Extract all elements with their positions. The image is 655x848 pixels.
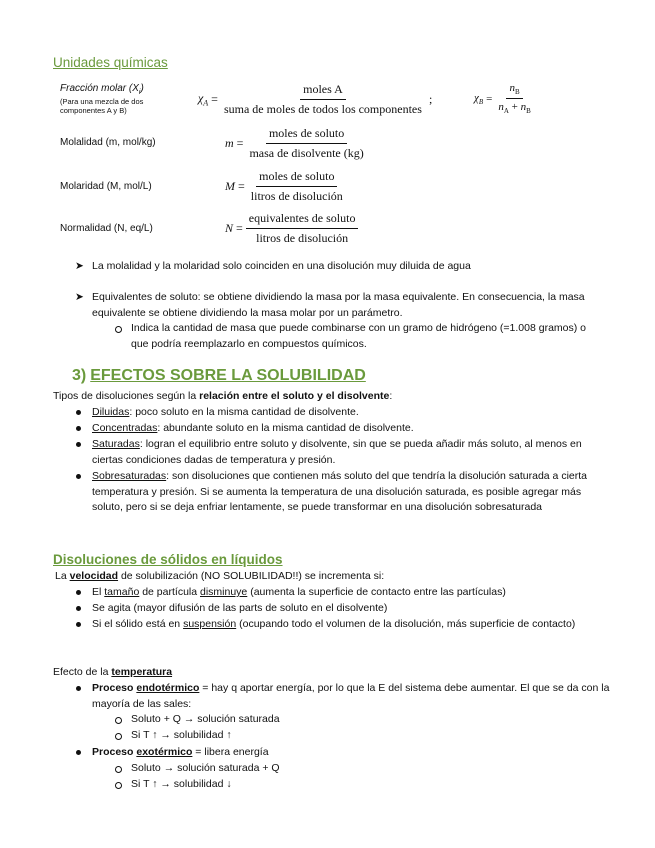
item-exothermic: Proceso exotérmico = libera energía	[92, 746, 269, 758]
exo-sub-1: Soluto → solución saturada + Q	[131, 762, 280, 774]
bullet-icon	[76, 606, 81, 611]
exo-sub-2: Si T ↑ → solubilidad ↓	[131, 778, 232, 790]
note-equivalents: Equivalentes de soluto: se obtiene dividiendo la masa por la masa equivalente. En consecuencia, la masa equivalente se obtiene dividiendo la masa molar por un parámetro.	[92, 291, 585, 319]
molar-fraction-formula-b: $\chi_B$ = $\frac{n_B}{n_A + n_B}$	[474, 82, 531, 116]
molar-fraction-label: Fracción molar $(X_i)$	[60, 83, 144, 96]
bullet-icon	[76, 442, 81, 447]
note-molality: La molalidad y la molaridad solo coinciden en una disolución muy diluida de agua	[92, 260, 471, 272]
item-saturadas: Saturadas: logran el equilibrio entre soluto y disolvente, sin que se pueda añadir más soluto, al menos en ciertas condiciones dadas de temperatura y presión.	[92, 438, 582, 466]
circle-bullet-icon	[115, 782, 122, 789]
molality-label: Molalidad (m, mol/kg)	[60, 137, 156, 148]
endo-sub-1: Soluto + Q → solución saturada	[131, 713, 280, 725]
subnote-hydrogen: Indica la cantidad de masa que puede combinarse con un gramo de hidrógeno (=1.008 gramos) o que podría reemplazarlo en compuestos químicos.	[131, 322, 587, 350]
section3-intro: Tipos de disoluciones según la relación entre el soluto y el disolvente:	[53, 390, 393, 402]
bullet-icon	[76, 474, 81, 479]
circle-bullet-icon	[115, 326, 122, 333]
item-concentradas: Concentradas: abundante soluto en la misma cantidad de disolvente.	[92, 422, 414, 434]
molarity-formula: M = $\frac{\text{moles de soluto}}{\text{litros de disolución}}$	[225, 169, 343, 203]
endo-sub-2: Si T ↑ → solubilidad ↑	[131, 729, 232, 741]
item-diluidas: Diluidas: poco soluto en la misma cantidad de disolvente.	[92, 406, 359, 418]
circle-bullet-icon	[115, 766, 122, 773]
normality-label: Normalidad (N, eq/L)	[60, 223, 153, 234]
normality-formula: N = $\frac{\text{equivalentes de soluto}}{\text{litros de disolución}}$	[225, 211, 358, 246]
units-heading: Unidades químicas	[53, 55, 168, 70]
item-suspension: Si el sólido está en suspensión (ocupando todo el volumen de la disolución, más superficie de contacto)	[92, 618, 576, 630]
bullet-icon	[76, 622, 81, 627]
solids-intro: La velocidad de solubilización (NO SOLUBILIDAD!!) se incrementa si:	[55, 570, 385, 582]
arrow-bullet-icon: ➤	[75, 291, 84, 303]
bullet-icon	[76, 686, 81, 691]
bullet-icon	[76, 410, 81, 415]
molar-fraction-formula-a: $\chi_A$ = $\frac{\text{moles A}}{\text{suma de moles de todos los componentes}}$ ;	[198, 82, 433, 116]
bullet-icon	[76, 750, 81, 755]
item-endothermic: Proceso endotérmico = hay q aportar energía, por lo que la E del sistema debe aumentar. El que se da con la mayoría de las sales:	[92, 682, 610, 710]
item-particle-size: El tamaño de partícula disminuye (aumenta la superficie de contacto entre las partículas)	[92, 586, 506, 598]
circle-bullet-icon	[115, 733, 122, 740]
solids-heading: Disoluciones de sólidos en líquidos	[53, 552, 283, 567]
item-sobresaturadas: Sobresaturadas: son disoluciones que contienen más soluto del que tendría la disolución saturada a cierta temperatura y presión. Si se aumenta la temperatura de una disolución saturada, es posible agregar más soluto, pero si se deja enfriar lentamente, se puede transformar en una disolución sobresaturada	[92, 470, 587, 513]
section3-heading: 3) EFECTOS SOBRE LA SOLUBILIDAD	[72, 367, 366, 384]
arrow-bullet-icon: ➤	[75, 260, 84, 272]
circle-bullet-icon	[115, 717, 122, 724]
molar-fraction-note: (Para una mezcla de dos componentes A y B)	[60, 97, 144, 115]
item-agitation: Se agita (mayor difusión de las parts de soluto en el disolvente)	[92, 602, 388, 614]
molarity-label: Molaridad (M, mol/L)	[60, 181, 152, 192]
molality-formula: m = $\frac{\text{moles de soluto}}{\text{masa de disolvente (kg)}}$	[225, 126, 364, 160]
bullet-icon	[76, 590, 81, 595]
temperature-effect-title: Efecto de la temperatura	[53, 666, 173, 678]
bullet-icon	[76, 426, 81, 431]
